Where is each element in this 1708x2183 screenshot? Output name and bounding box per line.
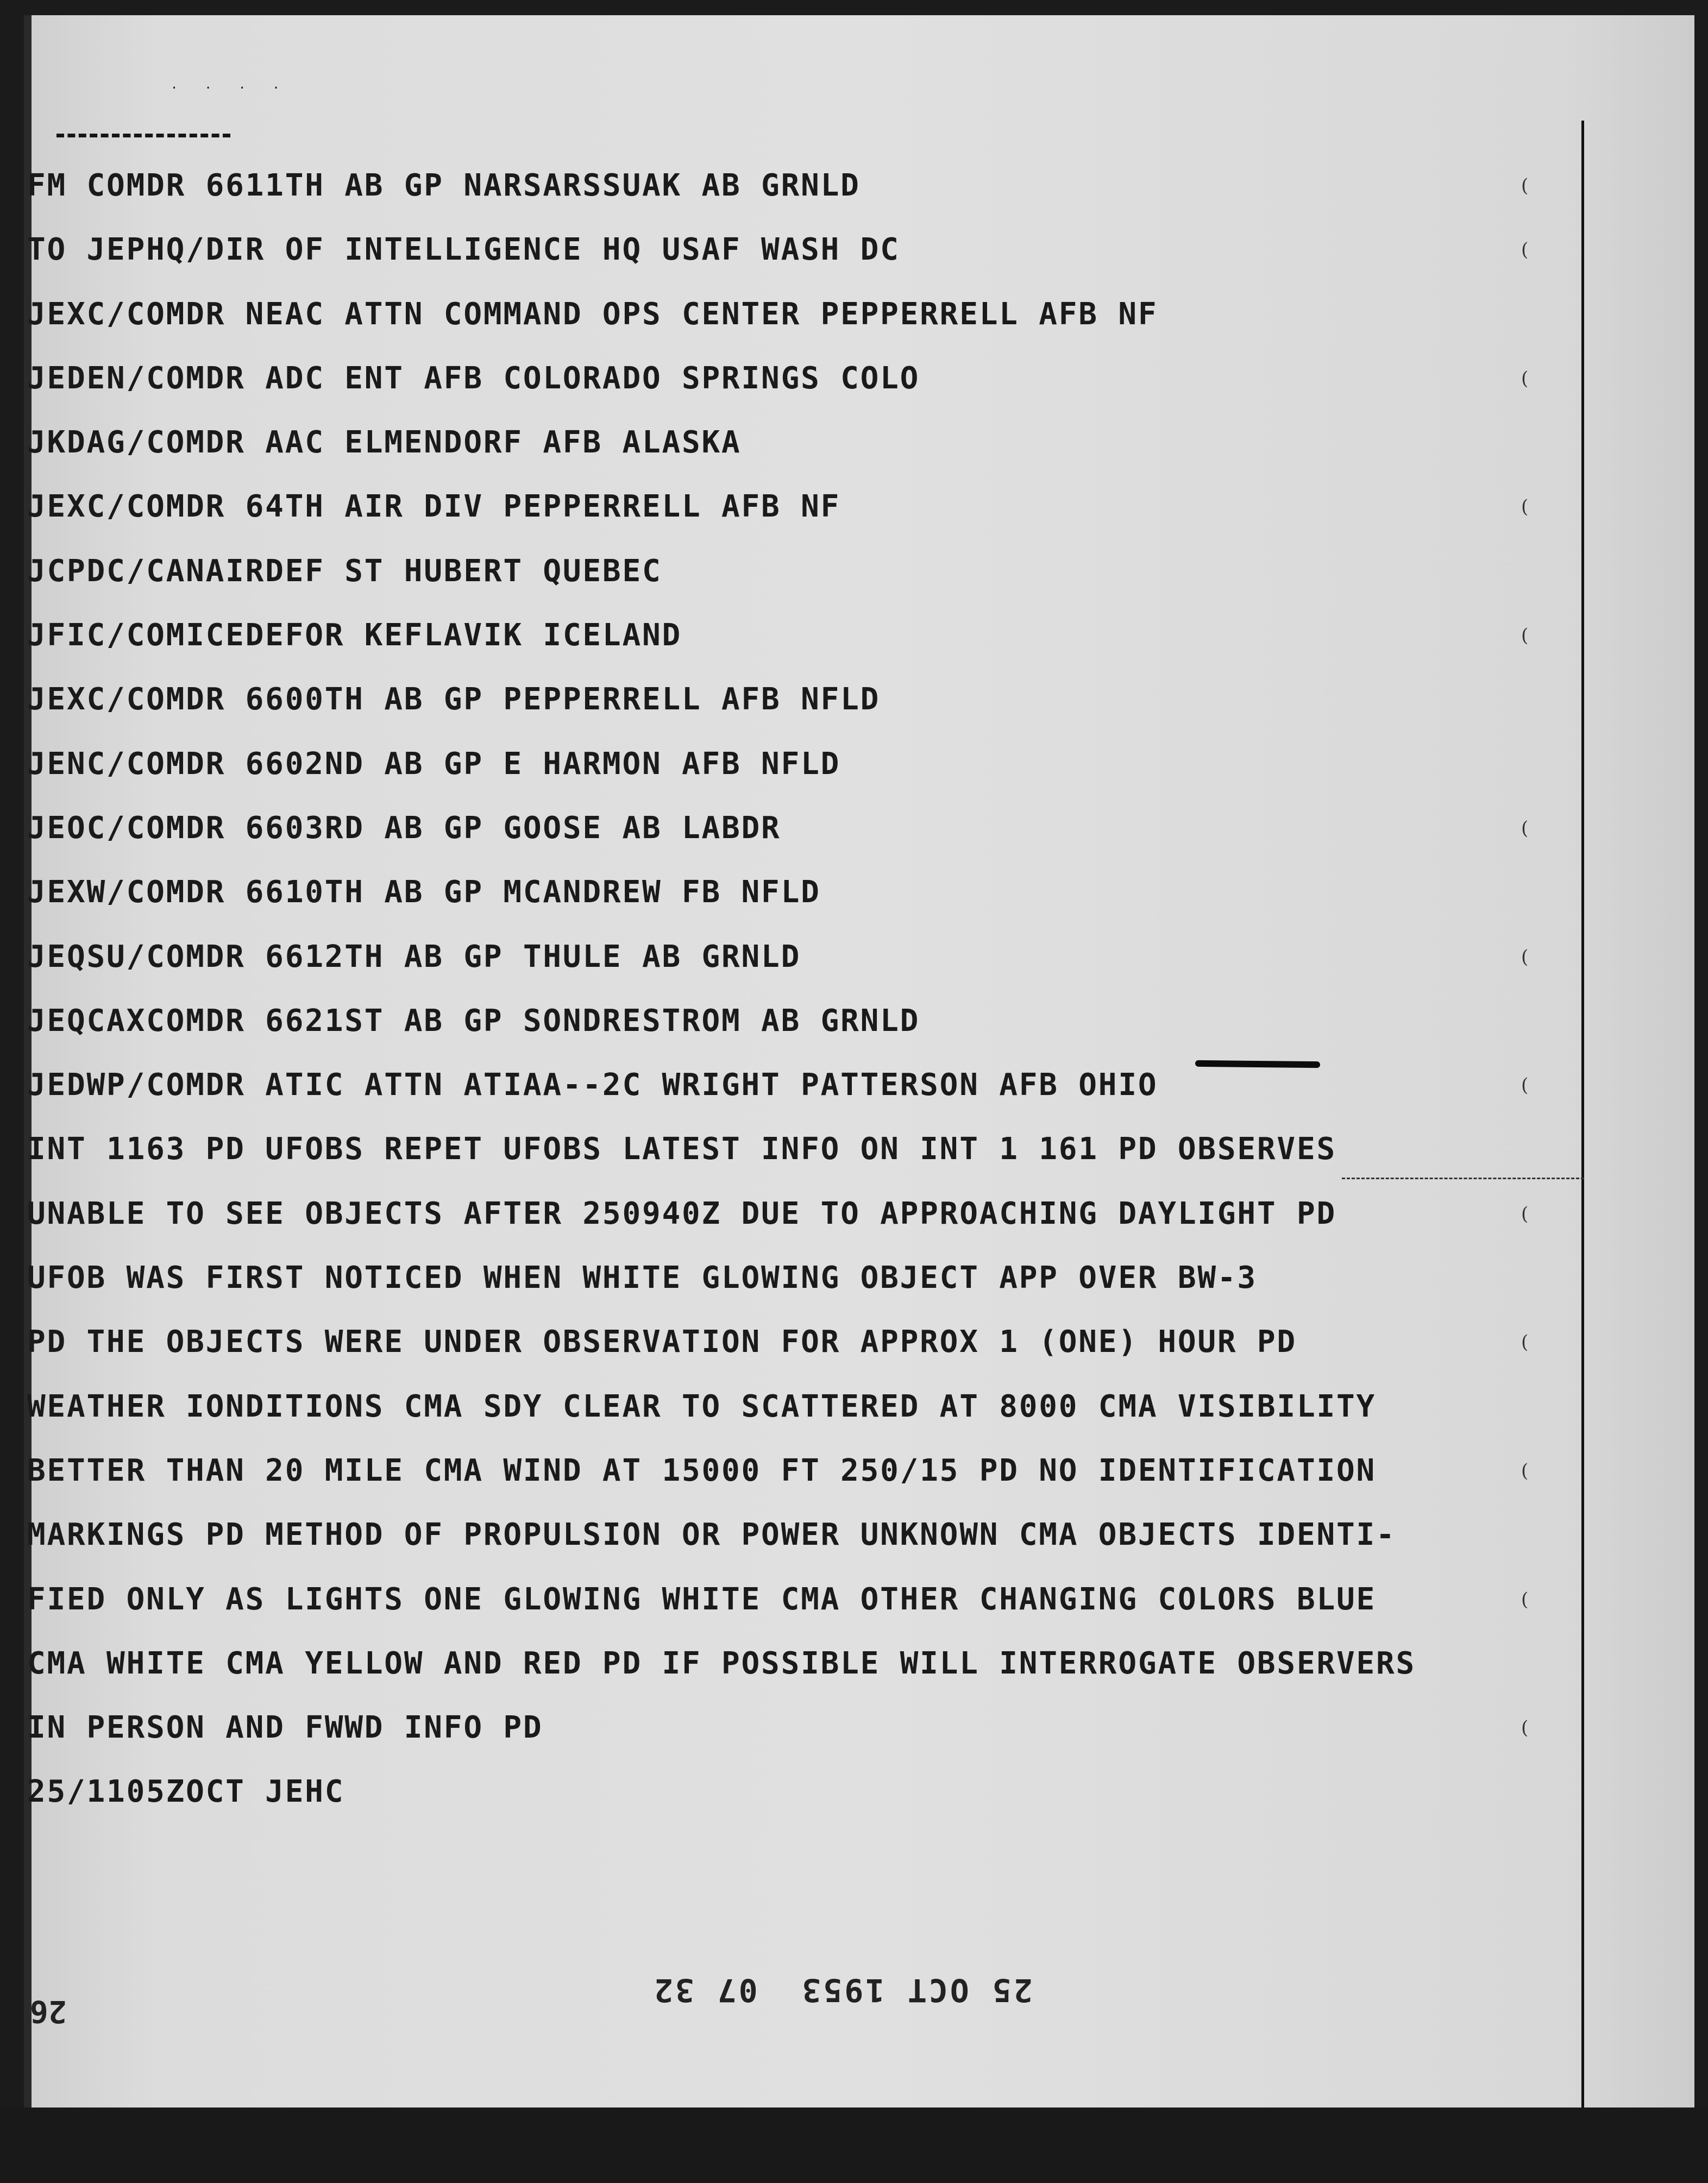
message-line: MARKINGS PD METHOD OF PROPULSION OR POWER UNKNOWN CMA OBJECTS IDENTI- — [27, 1517, 1396, 1553]
margin-mark — [1521, 282, 1528, 347]
message-line: TO JEPHQ/DIR OF INTELLIGENCE HQ USAF WASH DC — [27, 232, 900, 268]
margin-mark: ( — [1521, 1331, 1529, 1354]
margin-mark — [1521, 989, 1528, 1053]
margin-mark — [1521, 539, 1528, 603]
margin-mark — [1521, 411, 1528, 475]
message-line: INT 1163 PD UFOBS REPET UFOBS LATEST INFO ON INT 1 161 PD OBSERVES — [27, 1131, 1336, 1167]
margin-mark: ( — [1521, 367, 1529, 389]
message-line: PD THE OBJECTS WERE UNDER OBSERVATION FOR APPROX 1 (ONE) HOUR PD — [27, 1324, 1297, 1360]
message-line: FM COMDR 6611TH AB GP NARSARSSUAK AB GRNLD — [27, 168, 861, 203]
date-time-stamp: 25 OCT 1953 07 32 — [652, 1972, 1033, 2009]
message-line: JEQCAXCOMDR 6621ST AB GP SONDRESTROM AB GRNLD — [27, 1003, 920, 1039]
message-line: JEXC/COMDR 6600TH AB GP PEPPERRELL AFB NFLD — [27, 682, 881, 718]
message-line: JKDAG/COMDR AAC ELMENDORF AFB ALASKA — [27, 425, 742, 461]
header-dash-line — [56, 134, 230, 142]
margin-mark: ( — [1521, 1459, 1529, 1482]
margin-vertical-rule — [1581, 121, 1584, 2119]
message-line: WEATHER IONDITIONS CMA SDY CLEAR TO SCATTERED AT 8000 CMA VISIBILITY — [27, 1388, 1377, 1424]
margin-mark: ( — [1521, 946, 1529, 968]
margin-mark — [1521, 860, 1528, 924]
scan-bottom-band — [0, 2107, 1708, 2183]
message-line: IN PERSON AND FWWD INFO PD — [27, 1710, 543, 1746]
margin-mark: ( — [1521, 175, 1529, 197]
message-line: 25/1105ZOCT JEHC — [27, 1774, 345, 1810]
margin-mark — [1521, 732, 1528, 796]
margin-mark: ( — [1521, 1203, 1529, 1225]
page-number: 26 — [30, 1993, 67, 2029]
scan-specks: . . . . — [171, 78, 290, 92]
margin-mark — [1521, 1632, 1528, 1696]
margin-mark — [1521, 1246, 1528, 1310]
margin-mark: ( — [1521, 1074, 1529, 1097]
message-line: FIED ONLY AS LIGHTS ONE GLOWING WHITE CMA OTHER CHANGING COLORS BLUE — [27, 1581, 1377, 1617]
message-line: JEXC/COMDR NEAC ATTN COMMAND OPS CENTER PEPPERRELL AFB NF — [27, 296, 1158, 332]
margin-mark — [1521, 1375, 1528, 1439]
message-line: JEXC/COMDR 64TH AIR DIV PEPPERRELL AFB NF — [27, 489, 841, 525]
message-line: JEOC/COMDR 6603RD AB GP GOOSE AB LABDR — [27, 810, 781, 846]
message-line: JCPDC/CANAIRDEF ST HUBERT QUEBEC — [27, 553, 662, 589]
message-line: BETTER THAN 20 MILE CMA WIND AT 15000 FT 250/15 PD NO IDENTIFICATION — [27, 1452, 1377, 1488]
margin-mark: ( — [1521, 1717, 1529, 1739]
margin-mark: ( — [1521, 239, 1529, 261]
message-line: UNABLE TO SEE OBJECTS AFTER 250940Z DUE TO APPROACHING DAYLIGHT PD — [27, 1196, 1336, 1231]
message-body — [27, 154, 1494, 1825]
message-line: JEDWP/COMDR ATIC ATTN ATIAA--2C WRIGHT PATTERSON AFB OHIO — [27, 1067, 1158, 1103]
margin-mark: ( — [1521, 496, 1529, 518]
message-line: CMA WHITE CMA YELLOW AND RED PD IF POSSIBLE WILL INTERROGATE OBSERVERS — [27, 1645, 1416, 1681]
margin-mark: ( — [1521, 1588, 1529, 1610]
margin-mark: ( — [1521, 625, 1529, 647]
message-line: JEDEN/COMDR ADC ENT AFB COLORADO SPRINGS COLO — [27, 360, 920, 396]
message-line: JEXW/COMDR 6610TH AB GP MCANDREW FB NFLD — [27, 875, 821, 910]
message-line: JFIC/COMICEDEFOR KEFLAVIK ICELAND — [27, 618, 682, 653]
margin-punch-marks — [1521, 154, 1528, 1760]
margin-mark: ( — [1521, 817, 1529, 839]
margin-mark — [1521, 668, 1528, 732]
message-line: JENC/COMDR 6602ND AB GP E HARMON AFB NFLD — [27, 746, 841, 782]
margin-mark — [1521, 1503, 1528, 1567]
message-line: JEQSU/COMDR 6612TH AB GP THULE AB GRNLD — [27, 939, 801, 974]
message-line: UFOB WAS FIRST NOTICED WHEN WHITE GLOWING OBJECT APP OVER BW-3 — [27, 1260, 1257, 1296]
margin-mark — [1521, 1117, 1528, 1181]
